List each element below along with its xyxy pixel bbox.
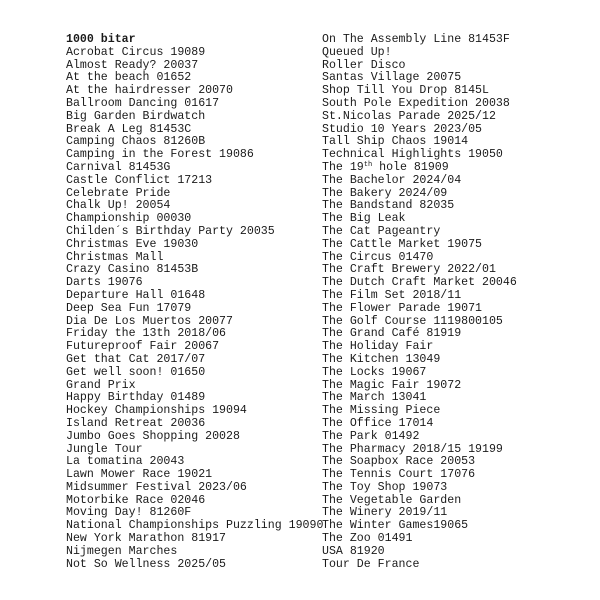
list-item: The Locks 19067 <box>322 365 427 379</box>
left-column <box>66 34 323 571</box>
list-item: Jumbo Goes Shopping 20028 <box>66 429 240 443</box>
list-item: Departure Hall 01648 <box>66 288 206 302</box>
list-heading: 1000 bitar <box>66 33 136 46</box>
list-item: The Bakery 2024/09 <box>322 186 448 200</box>
list-item: The Film Set 2018/11 <box>322 288 462 302</box>
list-item: USA 81920 <box>322 544 385 558</box>
list-item: Chalk Up! 20054 <box>66 199 171 213</box>
list-item: Christmas Eve 19030 <box>66 237 199 251</box>
list-item: The Dutch Craft Market 20046 <box>322 276 517 290</box>
list-item: Tall Ship Chaos 19014 <box>322 135 469 149</box>
list-item: Get that Cat 2017/07 <box>66 352 206 366</box>
list-item: The Magic Fair 19072 <box>322 378 462 392</box>
list-item: The Flower Parade 19071 <box>322 301 483 315</box>
list-item: Get well soon! 01650 <box>66 365 206 379</box>
list-item: Nijmegen Marches <box>66 544 178 558</box>
list-item-text: hole 81909 <box>372 160 449 174</box>
list-item: Jungle Tour <box>66 442 143 456</box>
list-item: Dia De Los Muertos 20077 <box>66 314 233 328</box>
list-item: On The Assembly Line 81453F <box>322 33 510 46</box>
list-item: The Winter Games19065 <box>322 519 469 533</box>
list-item: Darts 19076 <box>66 276 143 290</box>
list-item: Santas Village 20075 <box>322 71 462 85</box>
list-item: At the beach 01652 <box>66 71 192 85</box>
list-item: The Craft Brewery 2022/01 <box>322 263 496 277</box>
right-column <box>322 34 517 571</box>
list-item: Grand Prix <box>66 378 136 392</box>
list-item: Christmas Mall <box>66 250 164 264</box>
list-item: Tour De France <box>322 557 420 571</box>
list-item: National Championships Puzzling 19090 <box>66 519 324 533</box>
list-item: La tomatina 20043 <box>66 455 185 469</box>
list-item: New York Marathon 81917 <box>66 532 227 546</box>
list-item: Roller Disco <box>322 58 406 72</box>
list-item: Deep Sea Fun 17079 <box>66 301 192 315</box>
list-item: The Tennis Court 17076 <box>322 468 476 482</box>
list-item-superscript: th <box>363 160 373 169</box>
list-item: The Vegetable Garden <box>322 493 462 507</box>
list-item: Futureproof Fair 20067 <box>66 340 220 354</box>
list-item: Happy Birthday 01489 <box>66 391 206 405</box>
list-item: The Golf Course 1119800105 <box>322 314 503 328</box>
list-item: The Bandstand 82035 <box>322 199 455 213</box>
list-item: The Toy Shop 19073 <box>322 480 448 494</box>
list-item: Ballroom Dancing 01617 <box>66 96 220 110</box>
list-item: Childen´s Birthday Party 20035 <box>66 224 275 238</box>
list-item: Midsummer Festival 2023/06 <box>66 480 247 494</box>
list-item: Lawn Mower Race 19021 <box>66 468 213 482</box>
list-item: Motorbike Race 02046 <box>66 493 206 507</box>
list-item: The Zoo 01491 <box>322 532 413 546</box>
list-item: The Cattle Market 19075 <box>322 237 483 251</box>
list-item: St.Nicolas Parade 2025/12 <box>322 109 496 123</box>
list-item: Friday the 13th 2018/06 <box>66 327 227 341</box>
list-item: The Park 01492 <box>322 429 420 443</box>
list-item: The Big Leak <box>322 212 406 226</box>
list-item: The Pharmacy 2018/15 19199 <box>322 442 503 456</box>
list-item: The Circus 01470 <box>322 250 434 264</box>
list-item: Studio 10 Years 2023/05 <box>322 122 483 136</box>
list-item: The Office 17014 <box>322 416 434 430</box>
list-item: Big Garden Birdwatch <box>66 109 206 123</box>
list-item: Carnival 81453G <box>66 160 171 174</box>
list-item: Not So Wellness 2025/05 <box>66 557 227 571</box>
list-item: Hockey Championships 19094 <box>66 404 247 418</box>
list-item: Acrobat Circus 19089 <box>66 45 206 59</box>
list-item: At the hairdresser 20070 <box>66 84 233 98</box>
list-item: The Kitchen 13049 <box>322 352 441 366</box>
list-item: Celebrate Pride <box>66 186 171 200</box>
list-item: Camping Chaos 81260B <box>66 135 206 149</box>
list-item: Shop Till You Drop 8145L <box>322 84 489 98</box>
list-item: Camping in the Forest 19086 <box>66 148 254 162</box>
list-item: Almost Ready? 20037 <box>66 58 199 72</box>
list-item: The March 13041 <box>322 391 427 405</box>
list-item: The Bachelor 2024/04 <box>322 173 462 187</box>
list-item: Championship 00030 <box>66 212 192 226</box>
list-item: The Grand Café 81919 <box>322 327 462 341</box>
list-item: Break A Leg 81453C <box>66 122 192 136</box>
list-item: The Holiday Fair <box>322 340 434 354</box>
list-item-text: The 19 <box>322 160 364 174</box>
list-item: The Soapbox Race 20053 <box>322 455 476 469</box>
list-item: The Winery 2019/11 <box>322 506 448 520</box>
list-item: Queued Up! <box>322 45 392 59</box>
list-item: The Cat Pageantry <box>322 224 441 238</box>
list-item: The Missing Piece <box>322 404 441 418</box>
list-item: Moving Day! 81260F <box>66 506 192 520</box>
list-item: Castle Conflict 17213 <box>66 173 213 187</box>
list-item: South Pole Expedition 20038 <box>322 96 510 110</box>
list-item: Technical Highlights 19050 <box>322 148 503 162</box>
list-item <box>322 162 517 175</box>
list-item: Crazy Casino 81453B <box>66 263 199 277</box>
list-item: Island Retreat 20036 <box>66 416 206 430</box>
